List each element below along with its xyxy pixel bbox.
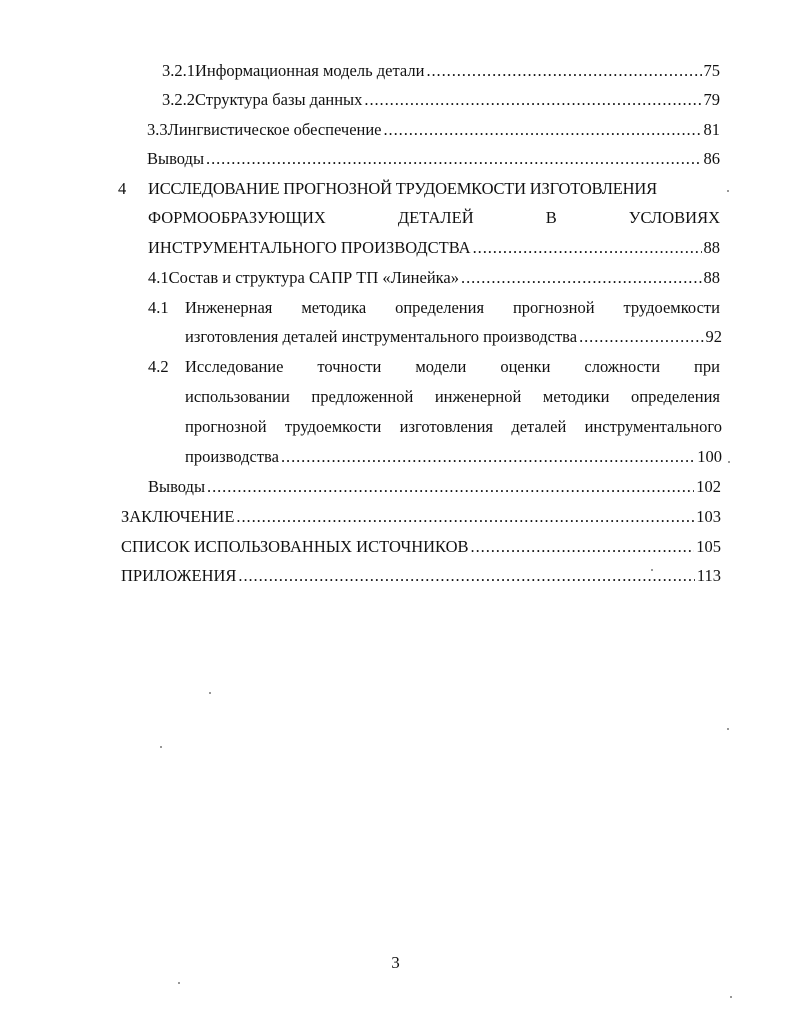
toc-word: определения (631, 387, 720, 406)
toc-entry-title: Лингвистическое обеспечение (167, 120, 382, 139)
toc-entry-title: Выводы (147, 149, 205, 168)
toc-entry-number: 3.3 (147, 120, 168, 139)
toc-entry-title: Выводы (148, 477, 206, 496)
toc-word: предложенной (311, 387, 414, 406)
dot-leader (206, 147, 701, 171)
toc-word: инструментального (584, 417, 722, 436)
toc-entry-page: 86 (703, 149, 720, 168)
toc-entry-4-1-composition[interactable] (148, 266, 720, 290)
toc-word: использовании (185, 387, 290, 406)
toc-entry-page: 113 (696, 566, 721, 585)
toc-entry-title: ИНСТРУМЕНТАЛЬНОГО ПРОИЗВОДСТВА (148, 238, 471, 257)
toc-entry-line (185, 445, 722, 469)
toc-word: Исследование (185, 357, 284, 376)
toc-entry-page: 88 (703, 268, 720, 287)
toc-entry-line (148, 355, 720, 379)
toc-word: прогнозной (512, 298, 595, 317)
toc-entry-title: производства (185, 447, 279, 466)
dot-leader (426, 59, 701, 83)
scan-speck (727, 728, 729, 730)
toc-word: оценки (500, 357, 551, 376)
toc-word: трудоемкости (623, 298, 720, 317)
toc-entry-conclusions-4[interactable] (148, 475, 721, 499)
toc-word: при (694, 357, 720, 376)
toc-word: УСЛОВИЯХ (628, 208, 720, 227)
toc-entry-number: 4.1 (148, 268, 169, 287)
dot-leader (579, 325, 703, 349)
toc-entry-line (118, 177, 722, 201)
toc-word: модели (415, 357, 467, 376)
dot-leader (207, 475, 694, 499)
toc-entry-page: 81 (703, 120, 720, 139)
toc-entry-page: 100 (697, 447, 722, 466)
toc-entry-title: Состав и структура САПР ТП «Линейка» (168, 268, 460, 287)
dot-leader (236, 505, 694, 529)
toc-entry-title: Информационная модель детали (195, 61, 425, 80)
dot-leader (461, 266, 701, 290)
scan-speck (651, 569, 653, 571)
toc-word: изготовления (399, 417, 494, 436)
scan-speck (728, 461, 730, 463)
page-number: 3 (391, 953, 400, 972)
toc-entry-page: 75 (703, 61, 720, 80)
toc-word: прогнозной (185, 417, 267, 436)
scan-speck (178, 982, 180, 984)
toc-entry-conclusion[interactable] (121, 505, 721, 529)
toc-word: ДЕТАЛЕЙ (397, 208, 474, 227)
toc-word: методики (542, 387, 610, 406)
toc-justified-words (185, 355, 720, 379)
toc-word: ФОРМООБРАЗУЮЩИХ (148, 208, 326, 227)
dot-leader (238, 564, 694, 588)
toc-entry-title: ИССЛЕДОВАНИЕ ПРОГНОЗНОЙ ТРУДОЕМКОСТИ ИЗГОТОВЛЕНИЯ (148, 179, 657, 198)
toc-entry-page: 79 (703, 90, 720, 109)
scan-speck (727, 190, 729, 192)
toc-justified-words (185, 296, 720, 320)
toc-entry-number: 3.2.1 (162, 61, 195, 80)
dot-leader (471, 535, 695, 559)
toc-entry-title: Структура базы данных (195, 90, 363, 109)
toc-entry-page: 103 (696, 507, 721, 526)
toc-entry-3-2-1[interactable] (162, 59, 720, 83)
toc-entry-appendices[interactable] (121, 564, 721, 588)
toc-entry-3-3[interactable] (147, 118, 720, 142)
toc-entry-line (185, 415, 722, 439)
toc-entry-title: ЗАКЛЮЧЕНИЕ (121, 507, 235, 526)
toc-word: трудоемкости (284, 417, 382, 436)
toc-entry-conclusions-3[interactable] (147, 147, 720, 171)
toc-entry-number: 4 (118, 179, 127, 198)
toc-entry-number: 3.2.2 (162, 90, 195, 109)
dot-leader (281, 445, 695, 469)
toc-entry-line (148, 296, 720, 320)
toc-word: сложности (584, 357, 661, 376)
toc-entry-page: 102 (696, 477, 721, 496)
toc-entry-page: 105 (696, 537, 721, 556)
toc-entry-line (185, 325, 722, 349)
toc-entry-number: 4.1 (148, 298, 169, 317)
toc-entry-title: изготовления деталей инструментального производства (185, 327, 578, 346)
toc-entry-page: 92 (705, 327, 722, 346)
toc-entry-references[interactable] (121, 535, 721, 559)
toc-entry-line (185, 385, 720, 409)
toc-entry-title: ПРИЛОЖЕНИЯ (121, 566, 237, 585)
scan-speck (160, 746, 162, 748)
toc-word: Инженерная (185, 298, 273, 317)
dot-leader (473, 236, 702, 260)
toc-entry-page: 88 (703, 238, 720, 257)
scan-speck (209, 692, 211, 694)
toc-word: деталей (511, 417, 567, 436)
toc-word: инженерной (434, 387, 522, 406)
dot-leader (384, 118, 702, 142)
toc-word: методика (301, 298, 367, 317)
toc-word: В (545, 208, 557, 227)
toc-word: точности (317, 357, 382, 376)
scan-speck (730, 996, 732, 998)
toc-entry-line (148, 206, 720, 230)
toc-entry-title: СПИСОК ИСПОЛЬЗОВАННЫХ ИСТОЧНИКОВ (121, 537, 469, 556)
toc-word: определения (395, 298, 485, 317)
toc-entry-line (148, 236, 720, 260)
toc-entry-number: 4.2 (148, 357, 169, 376)
dot-leader (364, 88, 701, 112)
toc-entry-3-2-2[interactable] (162, 88, 720, 112)
